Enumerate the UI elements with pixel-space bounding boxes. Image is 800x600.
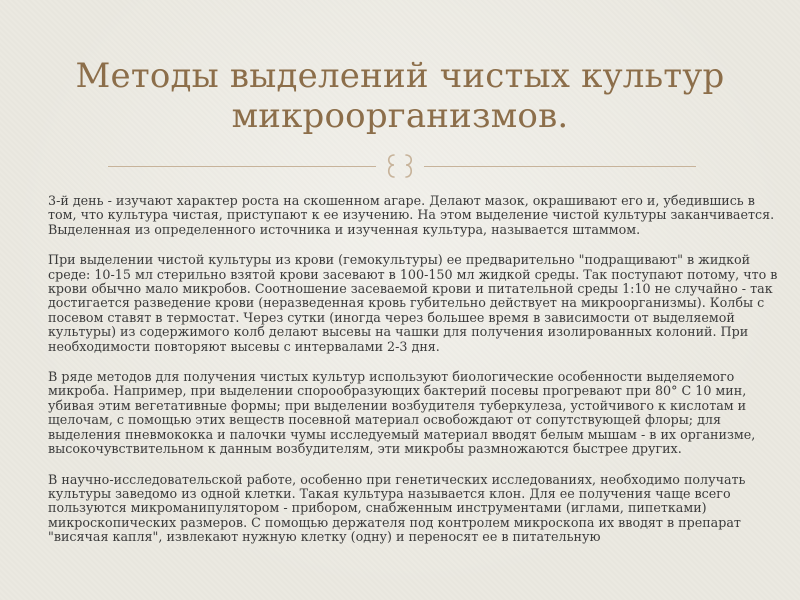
divider-rule-right	[424, 166, 696, 167]
list-item	[20, 370, 780, 456]
ornament-icon	[377, 151, 423, 181]
title-line-1: Методы выделений чистых культур	[75, 56, 725, 96]
title-divider	[0, 150, 800, 180]
list-item-text: В научно-исследовательской работе, особенно при генетических исследованиях, необходимо получать культуры заведомо из одной клетки. Такая культура называется клон. Для ее получения чаще всего пользуются микроманипулятором - прибором, снабженным инструментами (иглами, пипетками) микроскопических размеров. С помощью держателя под контролем микроскопа их вводят в препарат "висячая капля", извлекают нужную клетку (одну) и переносят ее в питательную	[48, 471, 746, 545]
list-item-text: 3-й день - изучают характер роста на скошенном агаре. Делают мазок, окрашивают его и, убедившись в том, что культура чистая, приступают к ее изучению. На этом выделение чистой культуры заканчивается. Выделенная из определенного источника и изученная культура, называется штаммом.	[48, 193, 775, 237]
list-item	[20, 253, 780, 354]
body-content	[20, 194, 780, 561]
list-item-text: При выделении чистой культуры из крови (гемокультуры) ее предварительно "подращивают" в жидкой среде: 10-15 мл стерильно взятой крови засевают в 100-150 мл жидкой среды. Так поступают потому, что в крови обычно мало микробов. Соотношение засеваемой крови и питательной среды 1:10 не случайно - так достигается разведение крови (неразведенная кровь губительно действует на микроорганизмы). Колбы с посевом ставят в термостат. Через сутки (иногда через большее время в зависимости от выделяемой культуры) из содержимого колб делают высевы на чашки для получения изолированных колоний. При необходимости повторяют высевы с интервалами 2-3 дня.	[48, 252, 778, 354]
divider-rule-left	[108, 166, 376, 167]
title-line-2: микроорганизмов.	[231, 96, 569, 136]
list-item	[20, 194, 780, 237]
list-item	[20, 473, 780, 545]
list-item-text: В ряде методов для получения чистых культур используют биологические особенности выделяемого микроба. Например, при выделении спорообразующих бактерий посевы прогревают при 80° С 10 мин, убивая этим вегетативные формы; при выделении возбудителя туберкулеза, устойчивого к кислотам и щелочам, с помощью этих веществ посевной материал освобождают от сопутствующей флоры; для выделения пневмококка и палочки чумы исследуемый материал вводят белым мышам - в их организме, высокочувствительном к данным возбудителям, эти микробы размножаются быстрее других.	[48, 369, 756, 457]
slide-title	[40, 56, 760, 136]
